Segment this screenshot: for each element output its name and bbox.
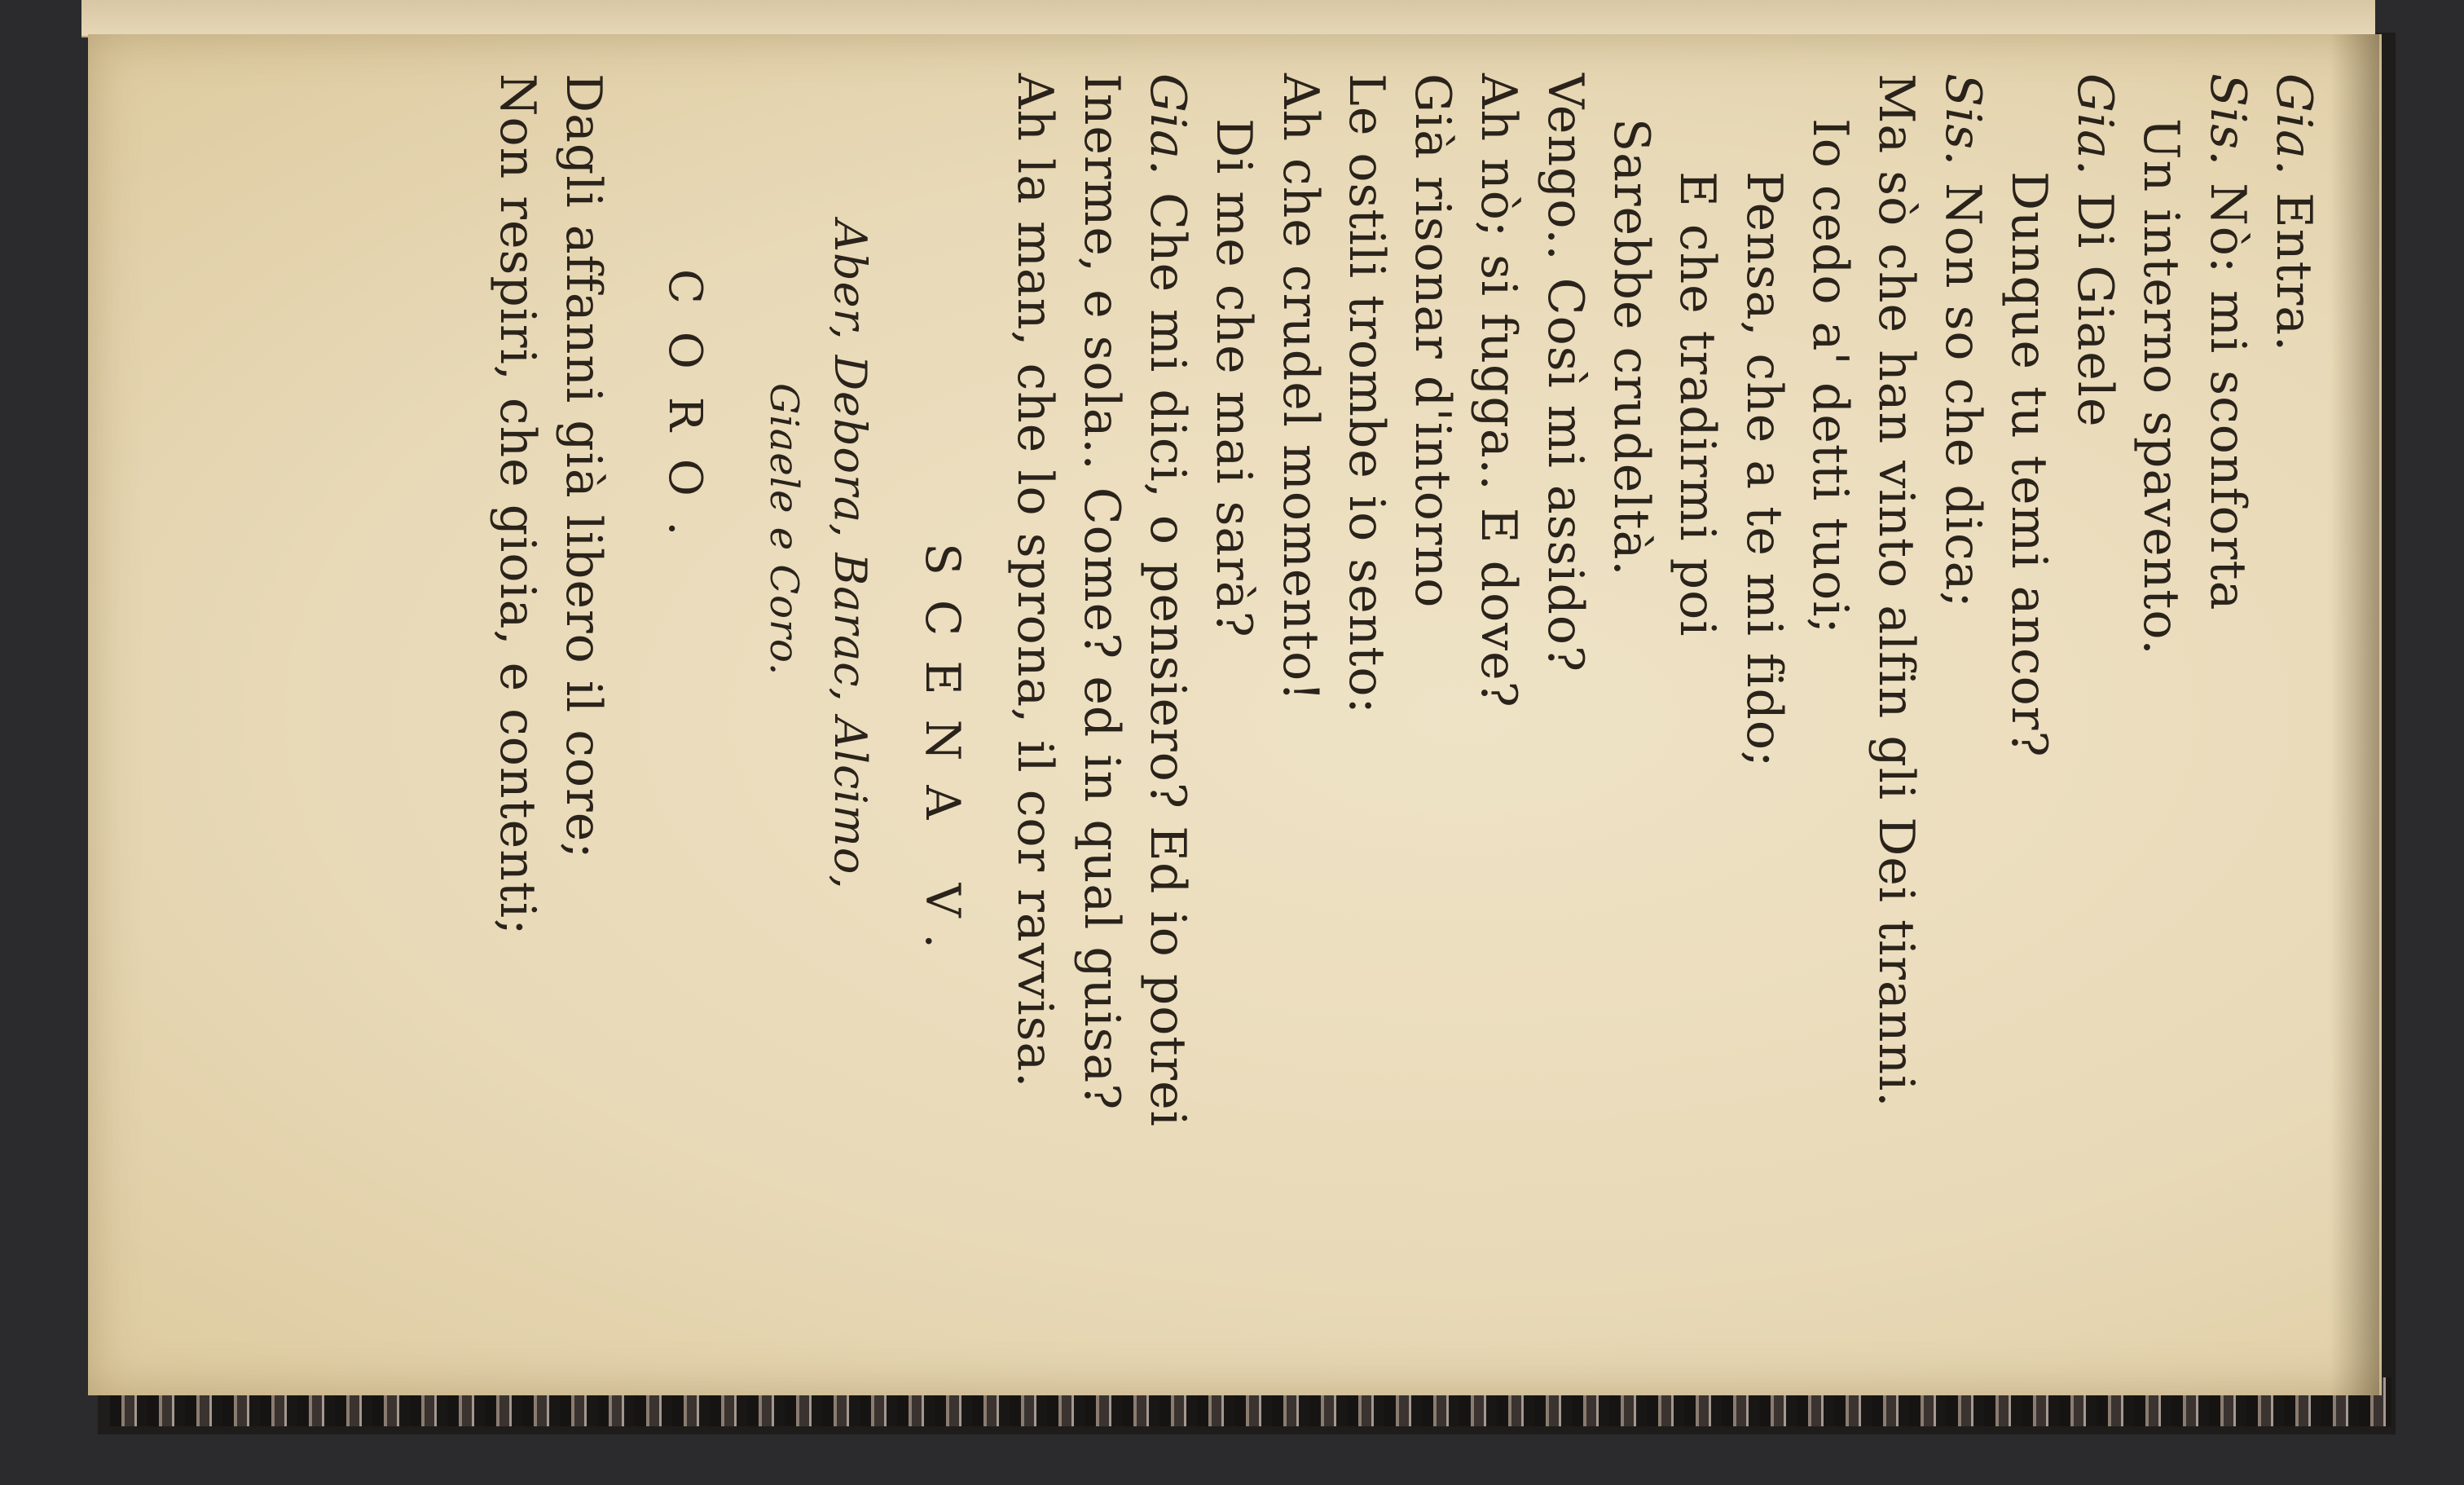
verse: Vengo.. Così mi assido?	[1536, 73, 1594, 673]
verse: Inerme, e sola.. Come? ed in qual guisa?	[1072, 73, 1130, 1111]
verse: Ma sò che han vinto alfin gli Dei tiranni.	[1868, 73, 1925, 1108]
speaker: Gia.	[2265, 73, 2322, 176]
verse: E che tradirmi poi	[1669, 171, 1727, 637]
text-line	[1863, 73, 1929, 1320]
text-line	[1531, 73, 1597, 1320]
text-line	[1730, 73, 1796, 1320]
text-line	[2193, 73, 2259, 1320]
text-line: Non respiri, che gioia, e contenti;	[488, 73, 546, 936]
cast-list-continued: Giaele e Coro.	[761, 383, 807, 676]
text-line	[2260, 73, 2326, 1320]
scene-heading: SCENA V.	[915, 543, 971, 973]
verse: Di me che mai sarà?	[1205, 118, 1263, 638]
verse: Le ostili trombe io sento:	[1337, 73, 1395, 715]
verse: Io cedo a' detti tuoi;	[1801, 118, 1859, 635]
verse: Non so che dica;	[1934, 166, 1991, 609]
speaker: Sis.	[2198, 73, 2256, 167]
verse: Già risonar d'intorno	[1404, 73, 1462, 609]
libretto-text	[483, 73, 2326, 1320]
text-line	[1134, 73, 1200, 1320]
speaker: Sis.	[1934, 73, 1991, 167]
text-line	[1200, 73, 1266, 1320]
text-line	[1797, 73, 1863, 1320]
text-line	[2061, 73, 2127, 1320]
text-line: Dagli affanni già libero il core;	[554, 73, 612, 860]
text-line	[1929, 73, 1995, 1320]
chorus-heading: CORO.	[658, 269, 712, 564]
verse: Entra.	[2265, 175, 2322, 353]
cast-list: Aber, Debora, Barac, Alcimo,	[824, 220, 876, 890]
text-line	[1266, 73, 1332, 1320]
speaker: Gia.	[1138, 73, 1196, 176]
text-line	[1399, 73, 1465, 1320]
text-line	[1664, 73, 1730, 1320]
text-line	[1995, 73, 2061, 1320]
text-line	[1001, 73, 1067, 1320]
verse: Nò: mi sconforta	[2198, 166, 2256, 611]
verse: Dunque tu temi ancor?	[2000, 171, 2057, 758]
facing-page-edge	[81, 0, 2375, 37]
verse: Ah la man, che lo sprona, il cor ravvisa.	[1006, 73, 1064, 1089]
verse: Sarebbe crudeltà.	[1603, 118, 1661, 577]
text-line	[1598, 73, 1664, 1320]
text-line	[1465, 73, 1531, 1320]
verse: Ah che crudel momento!	[1271, 73, 1329, 703]
verse: Un interno spavento.	[2132, 118, 2190, 656]
text-line	[1067, 73, 1133, 1320]
verse: Pensa, che a te mi fido;	[1735, 171, 1793, 769]
verse: Ah nò; si fugga.. E dove?	[1470, 73, 1528, 708]
text-line	[2127, 73, 2193, 1320]
text-line	[1333, 73, 1399, 1320]
speaker: Gia.	[2066, 73, 2124, 176]
verse: Che mi dici, o pensiero? Ed io potrei	[1138, 175, 1196, 1127]
verse: Di Giaele	[2066, 175, 2124, 428]
page-gutter-shadow	[2330, 34, 2379, 1395]
